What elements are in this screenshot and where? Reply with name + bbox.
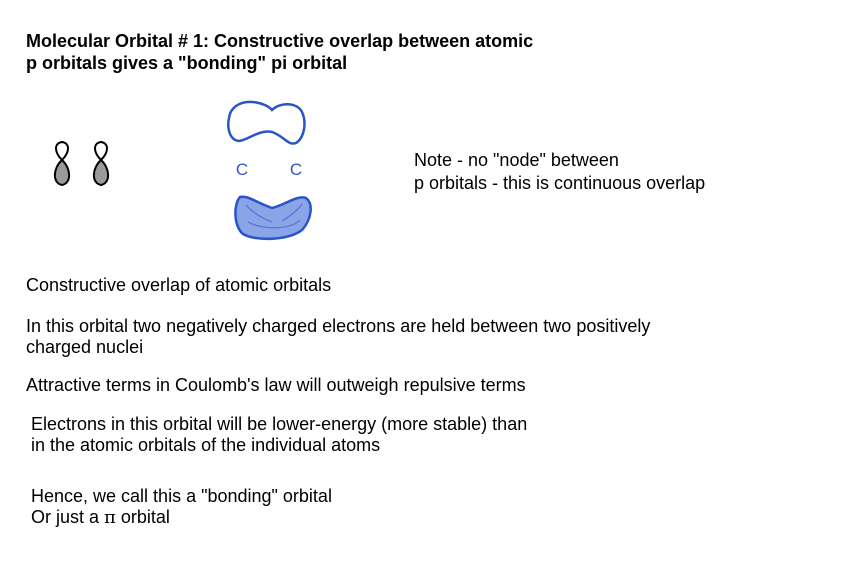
- paragraph-4-line-1: Electrons in this orbital will be lower-energy (more stable) than: [31, 414, 528, 434]
- paragraph-2-line-1: In this orbital two negatively charged electrons are held between two positively: [26, 316, 651, 336]
- p-orbital-left-bottom-lobe: [55, 160, 69, 185]
- paragraph-3-text: Attractive terms in Coulomb's law will outweigh repulsive terms: [26, 375, 526, 395]
- paragraph-5-line-2: [31, 507, 332, 528]
- pi-orbital-bottom-lobe: [235, 197, 310, 239]
- paragraph-coulombs-law: [26, 375, 526, 396]
- pi-orbital-bottom-lobe-shading: [246, 204, 302, 228]
- p-orbital-right: [94, 142, 108, 185]
- paragraph-constructive-overlap: [26, 275, 331, 296]
- carbon-right-label: C: [289, 160, 303, 179]
- paragraph-lower-energy: [31, 414, 527, 456]
- carbon-left-label: C: [235, 160, 249, 179]
- paragraph-electrons-between-nuclei: [26, 316, 650, 358]
- paragraph-bonding-orbital: [31, 486, 332, 528]
- paragraph-1-text: Constructive overlap of atomic orbitals: [26, 275, 332, 295]
- paragraph-2-line-2: charged nuclei: [26, 337, 144, 357]
- page-title: [26, 30, 533, 74]
- note-line-2: p orbitals - this is continuous overlap: [414, 173, 706, 193]
- p-orbital-left-top-lobe: [56, 142, 68, 160]
- paragraph-4-line-2: in the atomic orbitals of the individual atoms: [31, 435, 381, 455]
- note: [414, 149, 705, 195]
- paragraph-5-suffix: orbital: [120, 507, 170, 527]
- p-orbital-right-top-lobe: [95, 142, 107, 160]
- paragraph-5-line-1: Hence, we call this a "bonding" orbital: [31, 486, 332, 506]
- title-line-2: p orbitals gives a "bonding" pi orbital: [26, 53, 348, 73]
- p-orbital-left: [55, 142, 69, 185]
- title-line-1: Molecular Orbital # 1: Constructive overlap between atomic: [26, 31, 534, 51]
- pi-symbol: π: [104, 507, 116, 528]
- note-line-1: Note - no "node" between: [414, 150, 619, 170]
- pi-orbital-top-lobe: [228, 102, 304, 144]
- paragraph-5-prefix: Or just a: [31, 507, 100, 527]
- p-orbital-right-bottom-lobe: [94, 160, 108, 185]
